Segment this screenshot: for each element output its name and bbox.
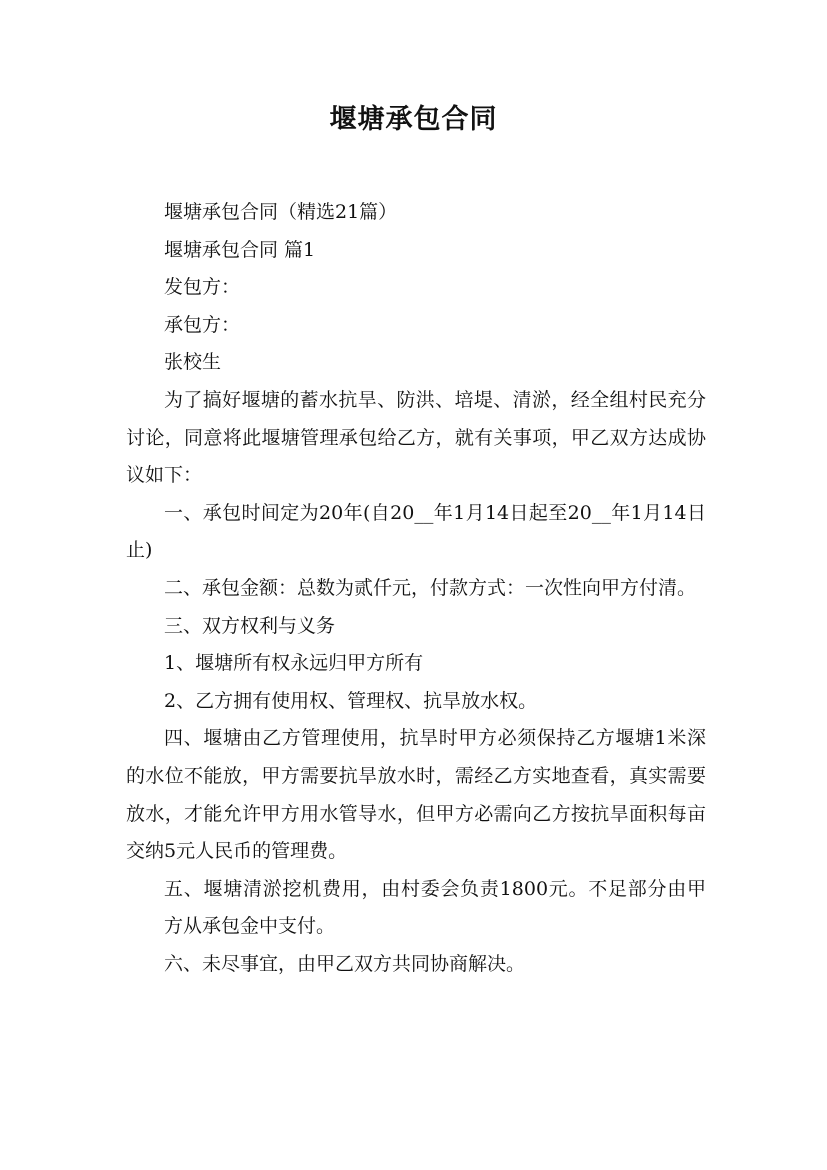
paragraph-section-heading: 堰塘承包合同 篇1 [164, 238, 316, 261]
document-body [126, 194, 706, 983]
paragraph-contractor-party: 发包方： [164, 276, 241, 299]
paragraph-amount: 二、承包金额：总数为贰仟元，付款方式：一次性向甲方付清。 [164, 576, 697, 599]
paragraph-rights-item-1: 1、堰塘所有权永远归甲方所有 [164, 652, 424, 675]
paragraph-usage-terms: 四、堰塘由乙方管理使用，抗旱时甲方必须保持乙方堰塘1米深的水位不能放，甲方需要抗旱放水时，需经乙方实地查看，真实需要放水，才能允许甲方用水管导水，但甲方必需向乙方按抗旱面积每亩交纳5元人民币的管理费。 [126, 727, 706, 863]
paragraph-rights-item-2: 2、乙方拥有使用权、管理权、抗旱放水权。 [164, 689, 538, 712]
paragraph-term: 一、承包时间定为20年(自20__年1月14日起至20__年1月14日止) [126, 501, 706, 562]
paragraph-preamble: 为了搞好堰塘的蓄水抗旱、防洪、培堤、清淤，经全组村民充分讨论，同意将此堰塘管理承包给乙方，就有关事项，甲乙双方达成协议如下： [126, 388, 706, 487]
paragraph-rights-heading: 三、双方权利与义务 [164, 614, 336, 637]
paragraph-contractee-party: 承包方： [164, 313, 241, 336]
paragraph-subtitle: 堰塘承包合同（精选21篇） [164, 201, 398, 223]
document-title: 堰塘承包合同 [329, 104, 498, 135]
paragraph-name: 张校生 [164, 351, 222, 374]
paragraph-other-matters: 六、未尽事宜，由甲乙双方共同协商解决。 [164, 952, 526, 975]
paragraph-dredging-cost: 五、堰塘清淤挖机费用，由村委会负责1800元。不足部分由甲方从承包金中支付。 [164, 877, 706, 938]
